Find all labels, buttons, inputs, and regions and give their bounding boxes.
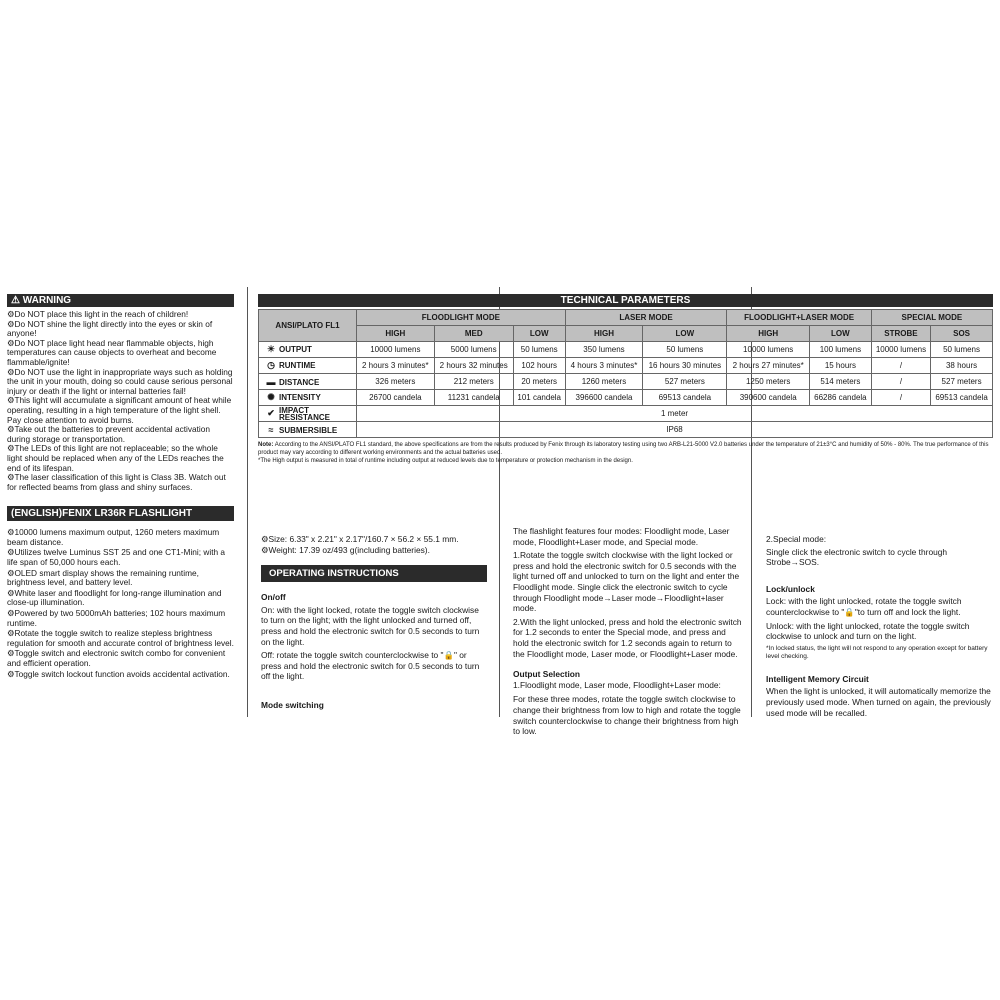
spec-cell: 1260 meters: [565, 374, 643, 390]
special-heading: 2.Special mode:: [766, 534, 827, 544]
spec-cell: 2 hours 3 minutes*: [357, 358, 435, 374]
lock-icon: 🔒: [844, 606, 855, 617]
warning-item: ⚙This light will accumulate a significant amount of heat while operating, resulting in a high temperature of the light shell. Pay close attention to avoid burns.: [7, 395, 232, 425]
spec-cell: 69513 candela: [643, 390, 727, 406]
spec-cell: 10000 lumens: [871, 342, 930, 358]
left-column: [7, 294, 234, 680]
intensity-icon: ✺: [267, 392, 275, 402]
mode-step-1: 1.Rotate the toggle switch clockwise with the light locked or press and hold the electronic switch for 0.5 seconds with the light turned off and unlocked to turn on the light and enter the Floodlight mode. Single click the electronic switch to cycle through Floodlight mode→Laser mode→Floodlight+laser mode.: [513, 550, 740, 614]
spec-row-label: ☀ OUTPUT: [259, 342, 357, 358]
spec-row-label: ◷ RUNTIME: [259, 358, 357, 374]
warning-item: ⚙The LEDs of this light are not replaceable; so the whole light should be replaced when any of the LEDs reaches the end of its lifespan.: [7, 443, 224, 473]
spec-row-label: ✔ IMPACT RESISTANCE: [259, 406, 357, 422]
bullet-icon: ⚙: [7, 366, 15, 377]
bullet-icon: ⚙: [7, 472, 15, 483]
feature-item: ⚙Toggle switch and electronic switch combo for convenient and efficient operation.: [7, 648, 226, 668]
mode-header-cell: MED: [434, 326, 513, 342]
feature-item: ⚙Utilizes twelve Luminus SST 25 and one CT1-Mini; with a life span of 50,000 hours each.: [7, 547, 226, 568]
bullet-icon: ⚙: [7, 395, 15, 406]
spec-cell: 50 lumens: [513, 342, 565, 358]
spec-cell: 69513 candela: [931, 390, 993, 406]
spec-cell: 326 meters: [357, 374, 435, 390]
warning-list: [7, 310, 234, 492]
spec-cell: 38 hours: [931, 358, 993, 374]
warning-icon: ⚠: [11, 295, 20, 306]
spec-cell: 16 hours 30 minutes: [643, 358, 727, 374]
tech-title-bar: [258, 294, 993, 307]
mode-step-2: 2.With the light unlocked, press and hold the electronic switch for 1.2 seconds to enter the Special mode, and press and hold the electronic switch for 1.2 seconds again to return to the Floodlight mode, Laser mode, or Floodlight+Laser mode.: [513, 616, 742, 659]
output-icon: ☀: [266, 344, 276, 354]
bullet-icon: ⚙: [7, 628, 15, 639]
submersible-row: [259, 422, 993, 438]
spec-cell: 11231 candela: [434, 390, 513, 406]
group-floodlight: FLOODLIGHT MODE: [357, 310, 566, 326]
spec-row-label: ✺ INTENSITY: [259, 390, 357, 406]
feature-item: ⚙Toggle switch lockout function avoids accidental activation.: [7, 668, 230, 679]
standard-cell: ANSI/PLATO FL1: [259, 310, 357, 342]
mode-header-cell: LOW: [643, 326, 727, 342]
warning-header: ⚠ WARNING: [7, 294, 234, 307]
spec-cell: 4 hours 3 minutes*: [565, 358, 643, 374]
onoff-heading: On/off: [261, 592, 286, 603]
spec-table: [258, 309, 993, 438]
output-sub: 1.Floodlight mode, Laser mode, Floodlight+Laser mode:: [513, 679, 721, 690]
on-text: On: with the light locked, rotate the toggle switch clockwise to turn on the light; with the light unlocked and turned off, press and hold the electronic switch for 0.5 seconds to turn on the light.: [261, 604, 480, 647]
lock-heading: Lock/unlock: [766, 583, 815, 594]
spec-cell: 1 meter: [357, 406, 993, 422]
group-header-row: [259, 310, 993, 326]
lock-note: *In locked status, the light will not respond to any operation except for battery level checking.: [766, 644, 988, 661]
spec-cell: 212 meters: [434, 374, 513, 390]
group-special: SPECIAL MODE: [871, 310, 992, 326]
spec-cell: 10000 lumens: [727, 342, 810, 358]
bullet-icon: ⚙: [261, 534, 269, 544]
column-3: [513, 526, 743, 737]
warning-item: ⚙Do NOT shine the light directly into the eyes or skin of anyone!: [7, 318, 213, 339]
spec-cell: 20 meters: [513, 374, 565, 390]
bullet-icon: ⚙: [7, 527, 15, 538]
spec-row-label: ▬ DISTANCE: [259, 374, 357, 390]
spec-cell: 50 lumens: [931, 342, 993, 358]
lock-text: Lock: with the light unlocked, rotate the toggle switch counterclockwise to "🔒"to turn off and lock the light.: [766, 596, 962, 617]
feature-item: ⚙Powered by two 5000mAh batteries; 102 hours maximum runtime.: [7, 608, 226, 628]
unlock-text: Unlock: with the light unlocked, rotate the toggle switch clockwise to unlock and turn on the light.: [766, 620, 970, 642]
bullet-icon: ⚙: [7, 547, 15, 558]
spec-cell: 102 hours: [513, 358, 565, 374]
spec-cell: 66286 candela: [809, 390, 871, 406]
bullet-icon: ⚙: [7, 608, 15, 619]
operating-title-bar: [261, 565, 487, 582]
spec-cell: 527 meters: [643, 374, 727, 390]
group-laser: LASER MODE: [565, 310, 727, 326]
mode-header-cell: SOS: [931, 326, 993, 342]
mode-header-cell: HIGH: [727, 326, 810, 342]
column-2: [261, 534, 487, 713]
column-4: [766, 534, 994, 718]
bullet-icon: ⚙: [261, 544, 269, 555]
spec-cell: 50 lumens: [643, 342, 727, 358]
modes-intro: The flashlight features four modes: Floodlight mode, Laser mode, Floodlight+Laser mode, and Special mode.: [513, 526, 730, 547]
impact-icon: ✔: [267, 407, 275, 418]
spec-cell: 5000 lumens: [434, 342, 513, 358]
spec-cell: 396600 candela: [565, 390, 643, 406]
spec-cell: 514 meters: [809, 374, 871, 390]
mode-header-cell: STROBE: [871, 326, 930, 342]
mode-header-row: [259, 326, 993, 342]
warning-item: ⚙Do NOT place this light in the reach of children!: [7, 309, 189, 319]
operating-title: OPERATING INSTRUCTIONS: [269, 568, 399, 580]
spec-cell: 2 hours 32 minutes: [434, 358, 513, 374]
spec-cell: /: [871, 374, 930, 390]
spec-cell: 390600 candela: [727, 390, 810, 406]
special-text: Single click the electronic switch to cycle through Strobe→SOS.: [766, 546, 948, 568]
product-title-bar: [7, 506, 234, 521]
feature-list: [7, 528, 234, 679]
tech-title: TECHNICAL PARAMETERS: [560, 295, 691, 306]
output-text: For these three modes, rotate the toggle switch clockwise to change their brightness from low to high and rotate the toggle switch counterclockwise to change their brightness from high to low.: [513, 694, 741, 737]
spec-cell: /: [871, 390, 930, 406]
spec-cell: IP68: [357, 422, 993, 438]
distance-icon: ▬: [266, 376, 276, 387]
bullet-icon: ⚙: [7, 587, 15, 598]
mode-header-cell: LOW: [513, 326, 565, 342]
mode-switching-heading: Mode switching: [261, 699, 324, 710]
product-title: (ENGLISH)FENIX LR36R FLASHLIGHT: [11, 508, 193, 520]
feature-item: ⚙White laser and floodlight for long-range illumination and close-up illumination.: [7, 587, 222, 608]
spec-row: [259, 374, 993, 390]
table-notes: [258, 441, 993, 465]
size-spec: ⚙Size: 6.33" x 2.21" x 2.17"/160.7 × 56.2 × 55.1 mm.: [261, 534, 459, 544]
bullet-icon: ⚙: [7, 424, 15, 435]
mode-header-cell: HIGH: [565, 326, 643, 342]
spec-cell: 10000 lumens: [357, 342, 435, 358]
group-floodlight-laser: FLOODLIGHT+LASER MODE: [727, 310, 871, 326]
bullet-icon: ⚙: [7, 309, 15, 319]
lock-icon: 🔒: [443, 650, 454, 661]
note-1: Note: According to the ANSI/PLATO FL1 standard, the above specifications are from the results produced by Fenix through its laboratory testing using two ARB-L21-5000 V2.0 batteries under the temperature of 21±3°C and humidity of 50% - 80%. The true performance of this product may vary according to different working environments and the actual batteries used.: [258, 442, 989, 456]
warning-item: ⚙Take out the batteries to prevent accidental activation during storage or transportation.: [7, 424, 211, 444]
submersible-icon: ≈: [268, 424, 274, 435]
fold-line-1: [247, 287, 248, 717]
feature-item: ⚙Rotate the toggle switch to realize stepless brightness regulation for smooth and accurate control of brightness level.: [7, 628, 234, 648]
mode-header-cell: HIGH: [357, 326, 435, 342]
bullet-icon: ⚙: [7, 337, 15, 348]
spec-cell: 100 lumens: [809, 342, 871, 358]
spec-row-label: ≈ SUBMERSIBLE: [259, 422, 357, 438]
spec-row: [259, 358, 993, 374]
bullet-icon: ⚙: [7, 648, 15, 659]
warning-item: ⚙The laser classification of this light is Class 3B. Watch out for reflected beams from glass and shiny surfaces.: [7, 472, 226, 492]
mode-header-cell: LOW: [809, 326, 871, 342]
spec-cell: 527 meters: [931, 374, 993, 390]
bullet-icon: ⚙: [7, 318, 15, 329]
bullet-icon: ⚙: [7, 668, 15, 679]
spec-cell: 350 lumens: [565, 342, 643, 358]
memory-heading: Intelligent Memory Circuit: [766, 673, 869, 684]
bullet-icon: ⚙: [7, 443, 15, 454]
note-2: *The High output is measured in total of runtime including output at reduced levels due to temperature or protection mechanism in the design.: [258, 458, 633, 464]
spec-row: [259, 342, 993, 358]
feature-item: ⚙OLED smart display shows the remaining runtime, brightness level, and battery level.: [7, 567, 199, 588]
warning-item: ⚙Do NOT use the light in inappropriate ways such as holding the unit in your mouth, doing so could cause serious personal injury or death if the light or internal batteries fail!: [7, 366, 233, 396]
spec-cell: 101 candela: [513, 390, 565, 406]
impact-resistance-row: [259, 406, 993, 422]
off-text: Off: rotate the toggle switch counterclockwise to "🔒" or press and hold the electronic switch for 0.5 seconds to turn off the light.: [261, 650, 480, 682]
weight-spec: ⚙Weight: 17.39 oz/493 g(including batteries).: [261, 544, 430, 555]
spec-cell: 1250 meters: [727, 374, 810, 390]
spec-cell: 15 hours: [809, 358, 871, 374]
feature-item: ⚙10000 lumens maximum output, 1260 meters maximum beam distance.: [7, 527, 220, 547]
warning-item: ⚙Do NOT place light head near flammable objects, high temperatures can cause objects to overheat and become flammable/ignite!: [7, 337, 217, 367]
memory-text: When the light is unlocked, it will automatically memorize the previously used mode. When turned on again, the previously used mode will be recalled.: [766, 686, 991, 718]
runtime-icon: ◷: [267, 360, 275, 370]
spec-cell: /: [871, 358, 930, 374]
technical-parameters: [258, 294, 993, 465]
spec-cell: 2 hours 27 minutes*: [727, 358, 810, 374]
output-heading: Output Selection: [513, 669, 580, 680]
spec-cell: 26700 candela: [357, 390, 435, 406]
bullet-icon: ⚙: [7, 567, 15, 578]
spec-row: [259, 390, 993, 406]
